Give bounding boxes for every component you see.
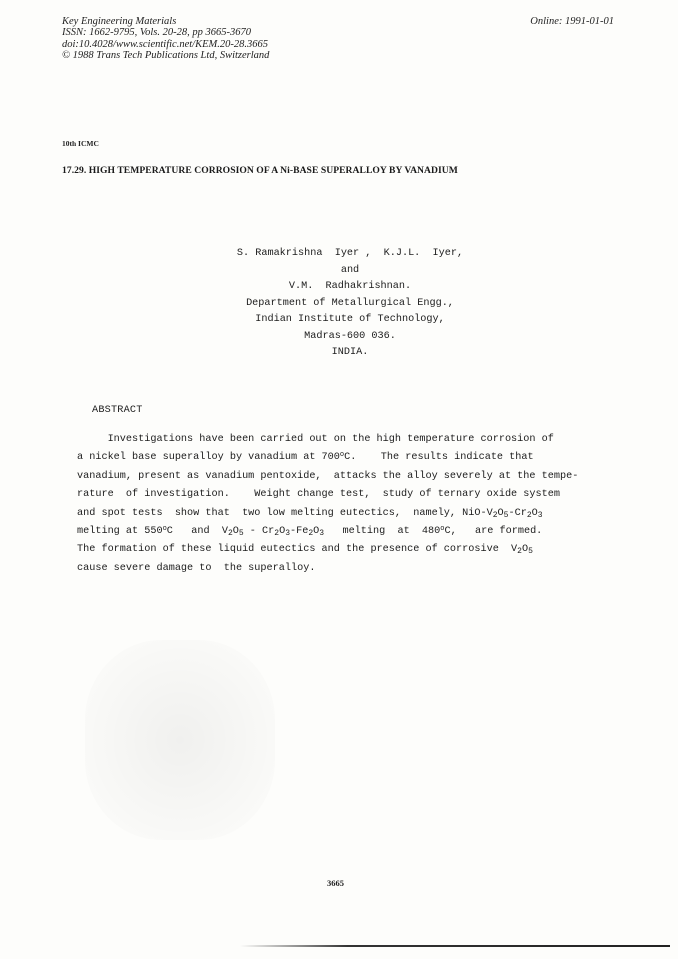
copyright-line: © 1988 Trans Tech Publications Ltd, Switzerland	[62, 49, 270, 61]
abstract-line: vanadium, present as vanadium pentoxide, attacks the alloy severely at the tempe-	[77, 470, 579, 482]
author-third: V.M. Radhakrishnan.	[288, 281, 412, 292]
city: Madras-600 036.	[304, 330, 396, 342]
scan-edge-rule	[240, 945, 670, 947]
abstract-line: and spot tests show that two low melting eutectics, namely, NiO-$V_2O_5-Cr_2O_3$	[77, 507, 543, 520]
country: INDIA.	[331, 347, 369, 358]
abstract-line: melting at 550$^o$C and $V_2O_5 - Cr_2O_3-Fe_2O_3$ melting at 480$^o$C, are formed.	[77, 525, 543, 539]
online-date: Online: 1991-01-01	[530, 16, 614, 27]
abstract-heading: ABSTRACT	[92, 405, 143, 416]
page-number: 3665	[327, 878, 344, 888]
author-names: S. Ramakrishna Iyer , K.J.L. Iyer,	[236, 248, 464, 259]
abstract-line: Investigations have been carried out on the high temperature corrosion of	[77, 434, 554, 445]
journal-name: Key Engineering Materials	[62, 16, 177, 27]
paper-title: 17.29. HIGH TEMPERATURE CORROSION OF A Ni-BASE SUPERALLOY BY VANADIUM	[62, 165, 458, 176]
scan-smudge	[85, 640, 275, 840]
abstract-body	[77, 431, 592, 578]
author-block	[180, 246, 520, 362]
abstract-line: a nickel base superalloy by vanadium at 700$^o$C. The results indicate that	[77, 451, 534, 464]
doi-line: doi:10.4028/www.scientific.net/KEM.20-28.3665	[62, 38, 268, 50]
department: Department of Metallurgical Engg.,	[246, 297, 454, 309]
abstract-line: rature of investigation. Weight change test, study of ternary oxide system	[77, 489, 560, 501]
conference-label: 10th ICMC	[62, 139, 99, 148]
author-conjunction: and	[340, 264, 360, 276]
abstract-line: The formation of these liquid eutectics and the presence of corrosive $V_2O_5$	[77, 544, 533, 557]
institute: Indian Institute of Technology,	[255, 314, 445, 325]
abstract-line: cause severe damage to the superalloy.	[77, 562, 316, 574]
journal-header	[62, 16, 269, 61]
issn-line: ISSN: 1662-9795, Vols. 20-28, pp 3665-3670	[62, 27, 251, 39]
